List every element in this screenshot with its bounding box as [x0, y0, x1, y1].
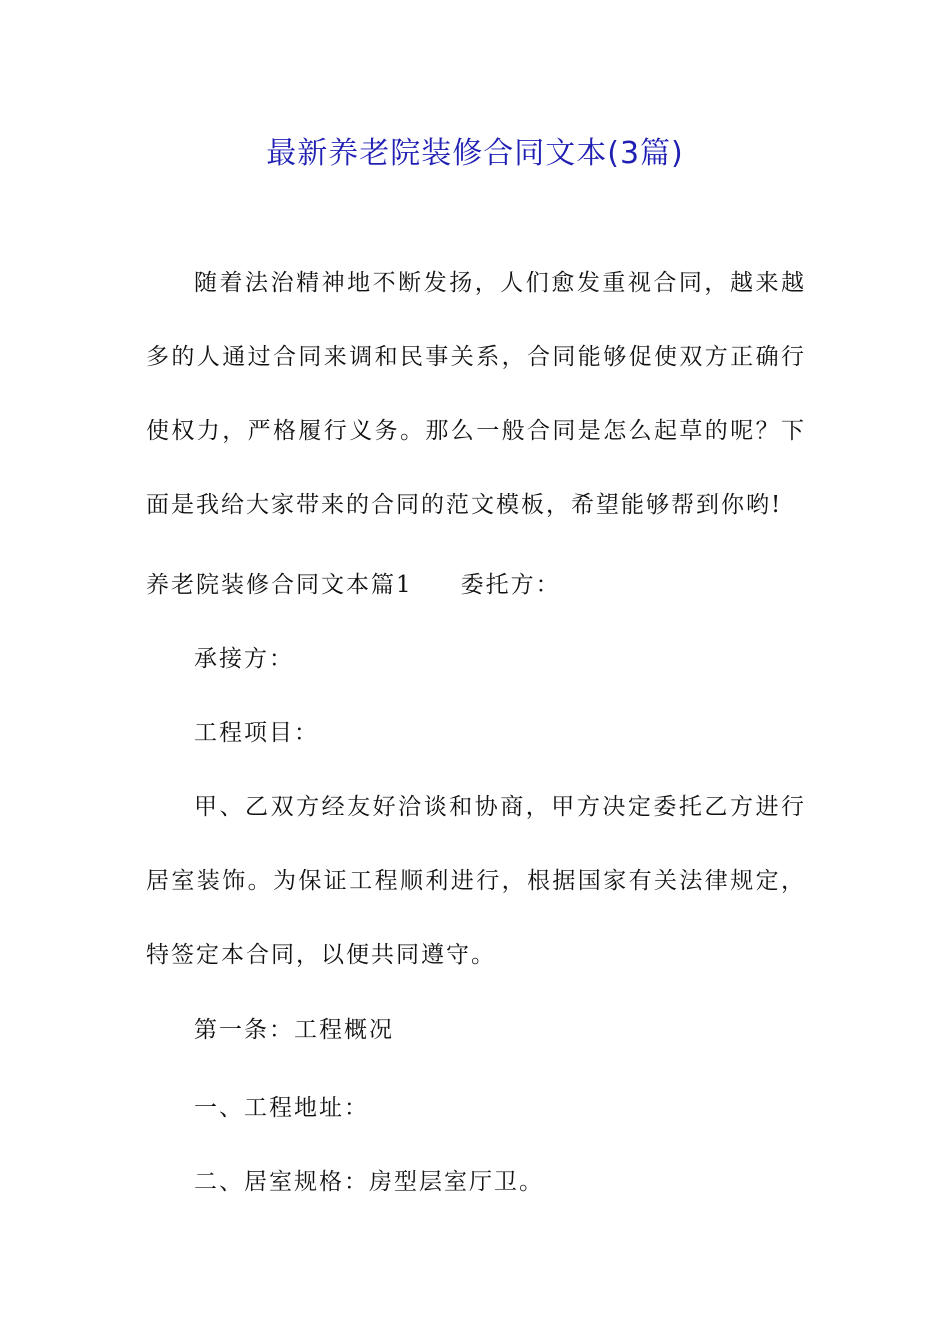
- project-label: 工程项目：: [194, 720, 319, 746]
- document-title: 最新养老院装修合同文本(3篇): [266, 136, 684, 171]
- article-1-heading: 第一条：工程概况: [194, 1017, 394, 1043]
- agreement-paragraph: 甲、乙双方经友好洽谈和协商，甲方决定委托乙方进行居室装饰。为保证工程顺利进行，根据国家有关法律规定，特签定本合同，以便共同遵守。: [146, 794, 806, 968]
- intro-paragraph: 随着法治精神地不断发扬，人们愈发重视合同，越来越多的人通过合同来调和民事关系，合同能够促使双方正确行使权力，严格履行义务。那么一般合同是怎么起草的呢？下面是我给大家带来的合同的范文模板，希望能够帮到你哟!: [146, 270, 806, 518]
- client-label: 委托方：: [460, 572, 561, 598]
- item-2-room-spec: 二、居室规格：房型层室厅卫。: [194, 1169, 544, 1195]
- item-1-address: 一、工程地址：: [194, 1095, 369, 1121]
- contractor-label: 承接方：: [194, 646, 294, 672]
- section-heading-line: [146, 565, 561, 605]
- section-heading: 养老院装修合同文本篇1: [146, 572, 413, 598]
